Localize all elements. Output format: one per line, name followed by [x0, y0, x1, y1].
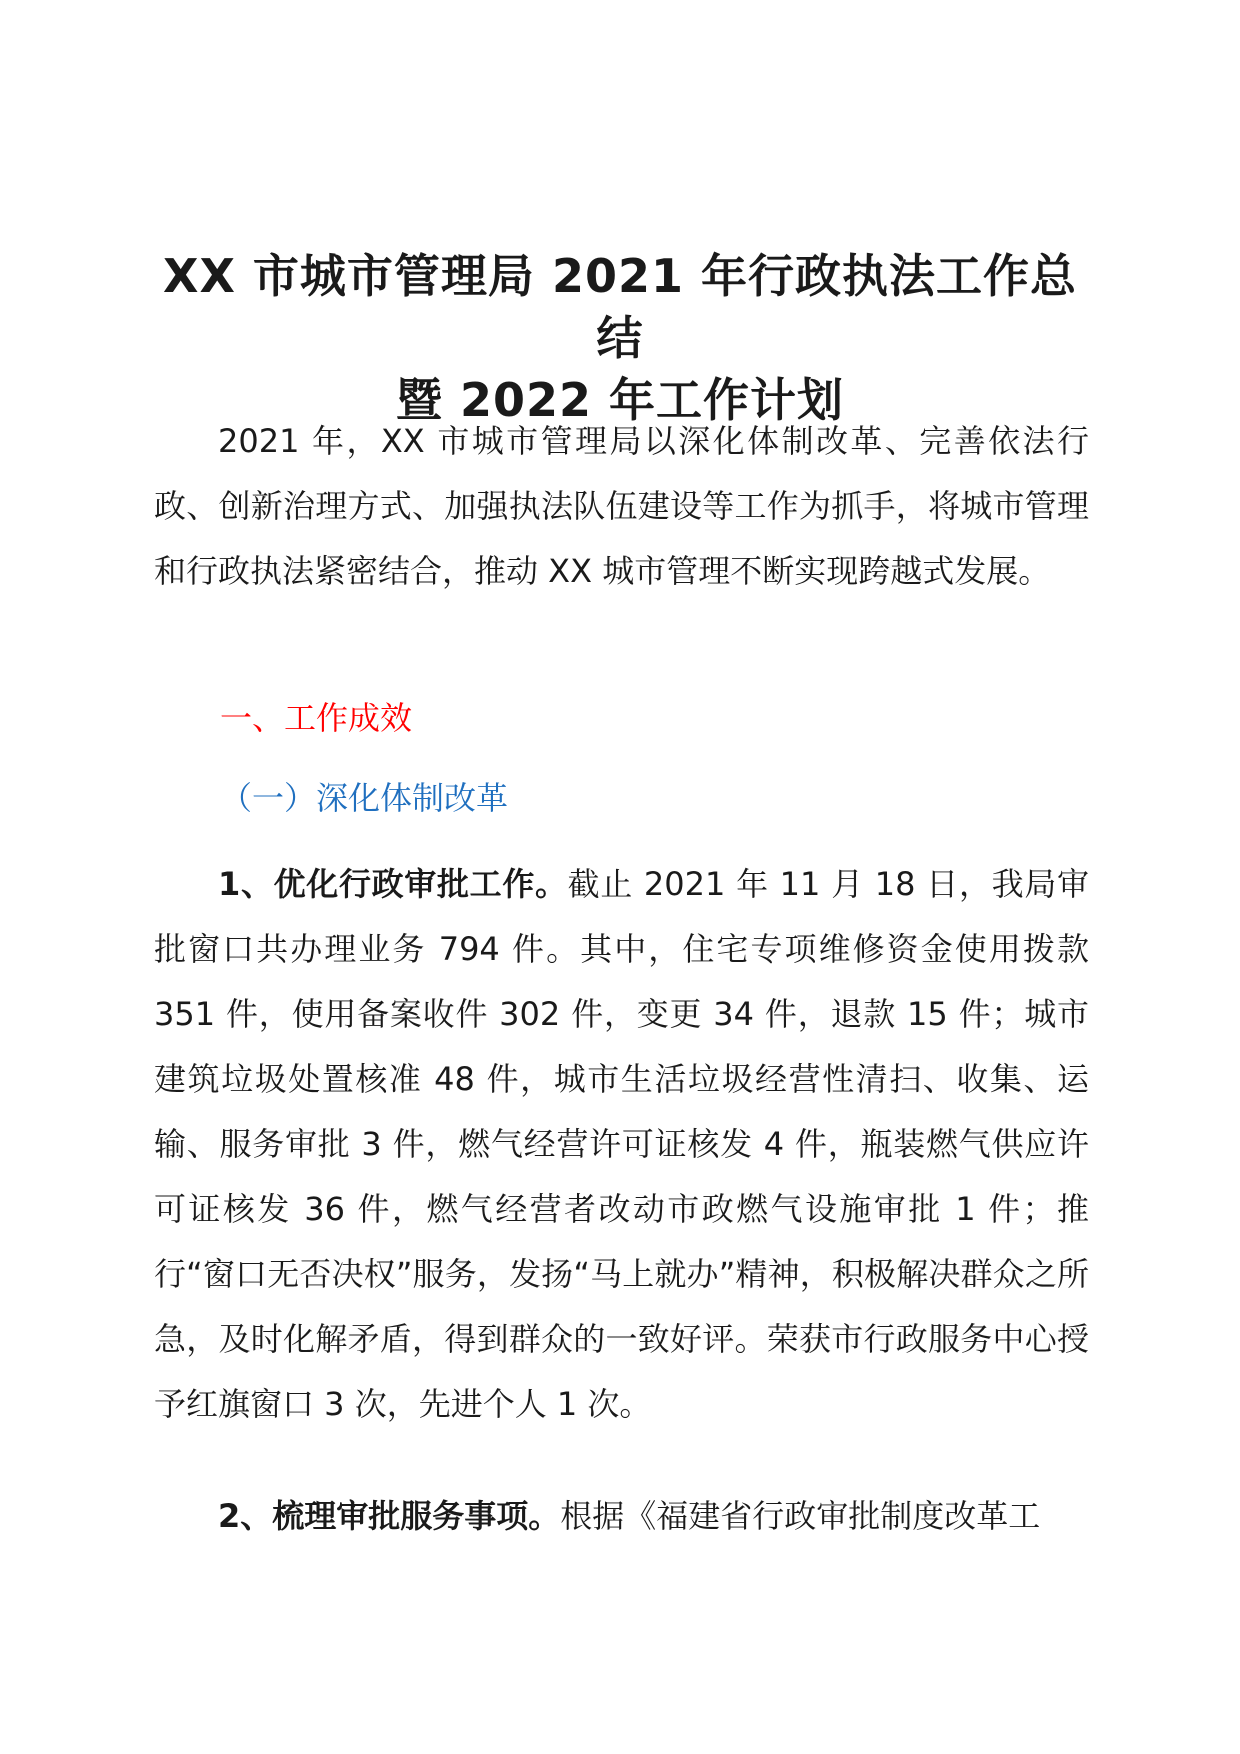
item-body-1: 截止 2021 年 11 月 18 日，我局审批窗口共办理业务 794 件。其中，住宅专项维修资金使用拨款 351 件，使用备案收件 302 件，变更 34 件，退款 15 件；城市建筑垃圾处置核准 48 件，城市生活垃圾经营性清扫、收集、运输、服务审批 3 件，燃气经营许可证核发 4 件，瓶装燃气供应许可证核发 36 件，燃气经营者改动市政燃气设施审批 1 件；推行“窗口无否决权”服务，发扬“马上就办”精神，积极解决群众之所急，及时化解矛盾，得到群众的一致好评。荣获市行政服务中心授予红旗窗口 3 次，先进个人 1 次。 — [154, 865, 1089, 1423]
title-line-1: XX 市城市管理局 2021 年行政执法工作总结 — [162, 249, 1077, 365]
section-heading: 一、工作成效 — [220, 699, 413, 737]
item-body-2: 根据《福建省行政审批制度改革工 — [560, 1497, 1041, 1535]
title-line-2: 暨 2022 年工作计划 — [395, 373, 845, 427]
item-lead-2: 2、梳理审批服务事项。 — [218, 1497, 561, 1535]
subsection-heading: （一）深化体制改革 — [220, 779, 509, 817]
intro-paragraph: 2021 年，XX 市城市管理局以深化体制改革、完善依法行政、创新治理方式、加强执法队伍建设等工作为抓手，将城市管理和行政执法紧密结合，推动 XX 城市管理不断实现跨越式发展。 — [154, 422, 1089, 590]
item-paragraph-2 — [154, 1484, 1089, 1549]
item-lead-1: 1、优化行政审批工作。 — [218, 865, 568, 903]
item-paragraph-1 — [154, 852, 1089, 1437]
document-title — [150, 245, 1090, 431]
